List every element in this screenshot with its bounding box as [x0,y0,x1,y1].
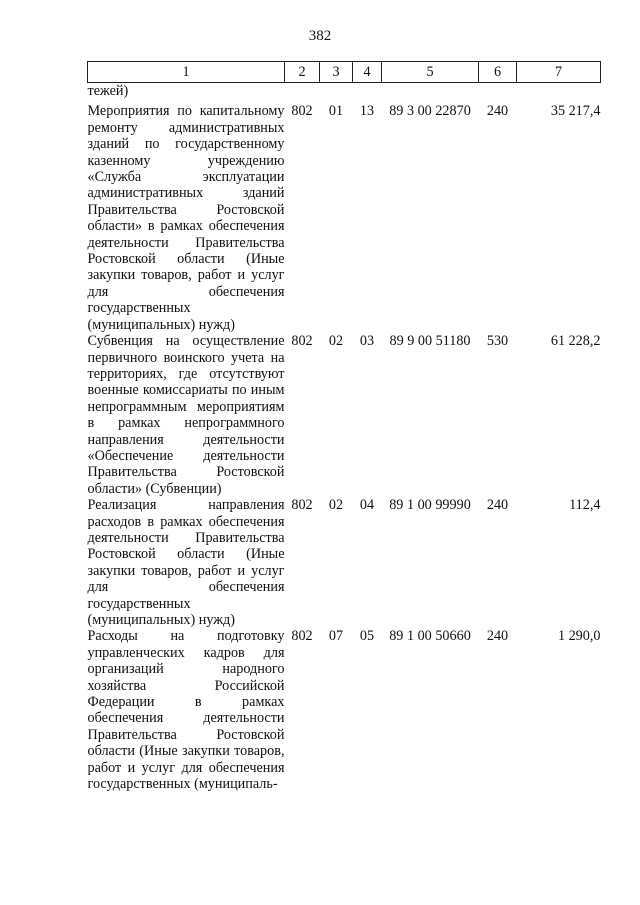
row-expense-type-code: 240 [486,103,509,120]
column-header-3: 3 [320,62,353,83]
row-description: тежей) [87,83,129,99]
row-target-article-code: 89 3 00 22870 [389,103,471,120]
row-section-code: 01 [328,103,344,120]
row-amount: 35 217,4 [550,103,601,120]
row-target-article-code [382,83,479,104]
row-amount: 112,4 [569,497,601,514]
row-section-code: 07 [328,628,344,645]
row-target-article-code: 89 9 00 51180 [389,333,471,350]
row-expense-type-code: 530 [486,333,509,350]
column-header-2: 2 [285,62,320,83]
column-header-7: 7 [517,62,601,83]
row-expense-type-code [479,83,517,104]
table-row [88,333,601,497]
column-header-5: 5 [382,62,479,83]
row-section-code: 02 [328,497,344,514]
column-header-1: 1 [88,62,285,83]
table-row [88,83,601,104]
row-description: Субвенция на осуществление первичного воинского учета на территориях, где отсутствуют военные комиссариаты по иным непрограммным мероприятиям в рамках непрограммного направления деятельности «Обеспечение деятельности Правительства Ростовской области» (Субвенции) [87,333,285,497]
page-number: 382 [308,28,332,44]
row-amount [517,83,601,104]
row-description: Реализация направления расходов в рамках обеспечения деятельности Правительства Ростовской области (Иные закупки товаров, работ и услуг для обеспечения государственных (муниципальных) нужд) [87,497,285,628]
table-row [88,497,601,628]
row-expense-type-code: 240 [486,497,509,514]
row-subsection-code: 03 [359,333,375,350]
row-expense-type-code: 240 [486,628,509,645]
row-subsection-code: 04 [359,497,375,514]
row-section-code: 02 [328,333,344,350]
row-ministry-code [285,83,320,104]
row-description: Мероприятия по капитальному ремонту административных зданий по государственному казенному учреждению «Служба эксплуатации административных зданий Правительства Ростовской области» в рамках обеспечения деятельности Правительства Ростовской области (Иные закупки товаров, работ и услуг для обеспечения государственных (муниципальных) нужд) [87,103,285,333]
table-row [88,103,601,333]
column-header-4: 4 [353,62,382,83]
row-description: Расходы на подготовку управленческих кадров для организаций народного хозяйства Российской Федерации в рамках обеспечения деятельности Правительства Ростовской области (Иные закупки товаров, работ и услуг для обеспечения государственных (муниципаль- [87,628,285,793]
row-target-article-code: 89 1 00 50660 [389,628,471,645]
row-subsection-code: 05 [359,628,375,645]
row-amount: 1 290,0 [557,628,601,645]
row-amount: 61 228,2 [550,333,601,350]
row-ministry-code: 802 [291,103,313,120]
budget-table [87,61,601,792]
table-row [88,628,601,792]
row-ministry-code: 802 [291,497,313,514]
row-ministry-code: 802 [291,333,313,350]
header-row [88,62,601,83]
row-target-article-code: 89 1 00 99990 [389,497,471,514]
row-subsection-code [353,83,382,104]
row-subsection-code: 13 [359,103,375,120]
row-section-code [320,83,353,104]
column-header-6: 6 [479,62,517,83]
row-ministry-code: 802 [291,628,313,645]
